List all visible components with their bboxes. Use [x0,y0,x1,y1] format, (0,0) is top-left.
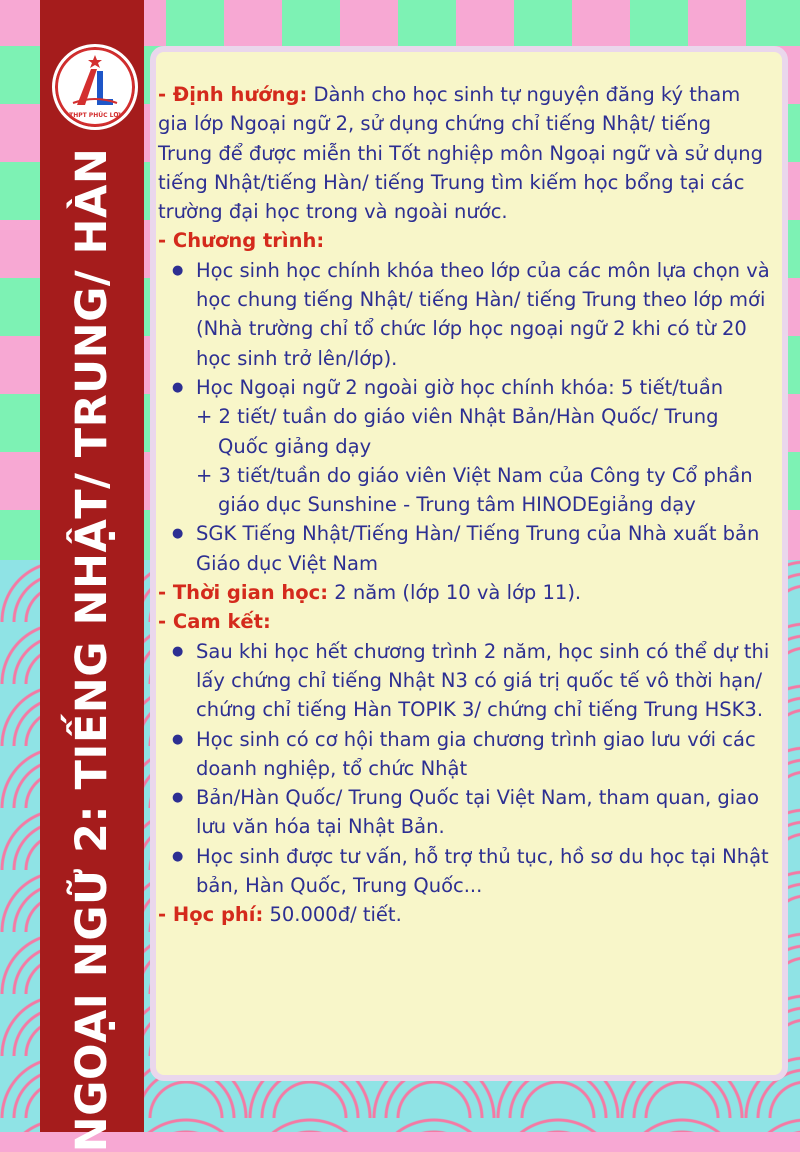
dinh-huong-text: Dành cho học sinh tự nguyện đăng ký tham gia lớp Ngoại ngữ 2, sử dụng chứng chỉ tiếng Nhật/ tiếng Trung để được miễn thi Tốt nghiệp môn Ngoại ngữ và sử dụng tiếng Nhật/tiếng Hàn/ tiếng Trung tìm kiếm học bổng tại các trường đại học trong và ngoài nước. [158,83,763,224]
content [158,80,770,930]
list-item: ● Học sinh có cơ hội tham gia chương trình giao lưu với các doanh nghiệp, tổ chức Nhật [196,725,770,784]
list-item: ● Bản/Hàn Quốc/ Trung Quốc tại Việt Nam, tham quan, giao lưu văn hóa tại Nhật Bản. [196,783,770,842]
thoi-gian-heading: - Thời gian học: [158,581,329,605]
hoc-phi-text: 50.000đ/ tiết. [263,903,402,927]
sub-item: + 2 tiết/ tuần do giáo viên Nhật Bản/Hàn Quốc/ Trung Quốc giảng dạy [196,405,719,458]
chuong-trinh-heading: - Chương trình: [158,229,325,253]
hoc-phi-heading: - Học phí: [158,903,264,927]
thoi-gian-paragraph [158,578,770,607]
dinh-huong-heading: - Định hướng: [158,83,308,106]
logo-text: THPT PHÚC LỢI [69,112,121,119]
list-item [196,373,770,519]
logo-icon [55,47,135,127]
school-logo [52,44,138,130]
list-item: ● SGK Tiếng Nhật/Tiếng Hàn/ Tiếng Trung của Nhà xuất bản Giáo dục Việt Nam [196,519,770,578]
cam-ket-list [158,637,770,901]
list-item-text: Học Ngoại ngữ 2 ngoài giờ học chính khóa: 5 tiết/tuần [196,375,724,399]
cam-ket-heading: - Cam kết: [158,610,271,634]
hoc-phi-paragraph [158,900,770,929]
list-item: ● Học sinh học chính khóa theo lớp của các môn lựa chọn và học chung tiếng Nhật/ tiếng Hàn/ tiếng Trung theo lớp mới (Nhà trường chỉ tổ chức lớp học ngoại ngữ 2 khi có từ 20 học sinh trở lên/lớp). [196,256,770,373]
sub-item: + 3 tiết/tuần do giáo viên Việt Nam của Công ty Cổ phần giáo dục Sunshine - Trung tâm HINODEgiảng dạy [196,463,753,517]
list-item: ● Sau khi học hết chương trình 2 năm, học sinh có thể dự thi lấy chứng chỉ tiếng Nhật N3 có giá trị quốc tế vô thời hạn/ chứng chỉ tiếng Hàn TOPIK 3/ chứng chỉ tiếng Trung HSK3. [196,637,770,725]
side-title: NGOẠI NGỮ 2: TIẾNG NHẬT/ TRUNG/ HÀN [67,147,117,1152]
chuong-trinh-list [158,256,770,578]
list-item: ● Học sinh được tư vấn, hỗ trợ thủ tục, hồ sơ du học tại Nhật bản, Hàn Quốc, Trung Quốc... [196,842,770,901]
dinh-huong-paragraph [158,80,770,226]
thoi-gian-text: 2 năm (lớp 10 và lớp 11). [328,581,582,605]
